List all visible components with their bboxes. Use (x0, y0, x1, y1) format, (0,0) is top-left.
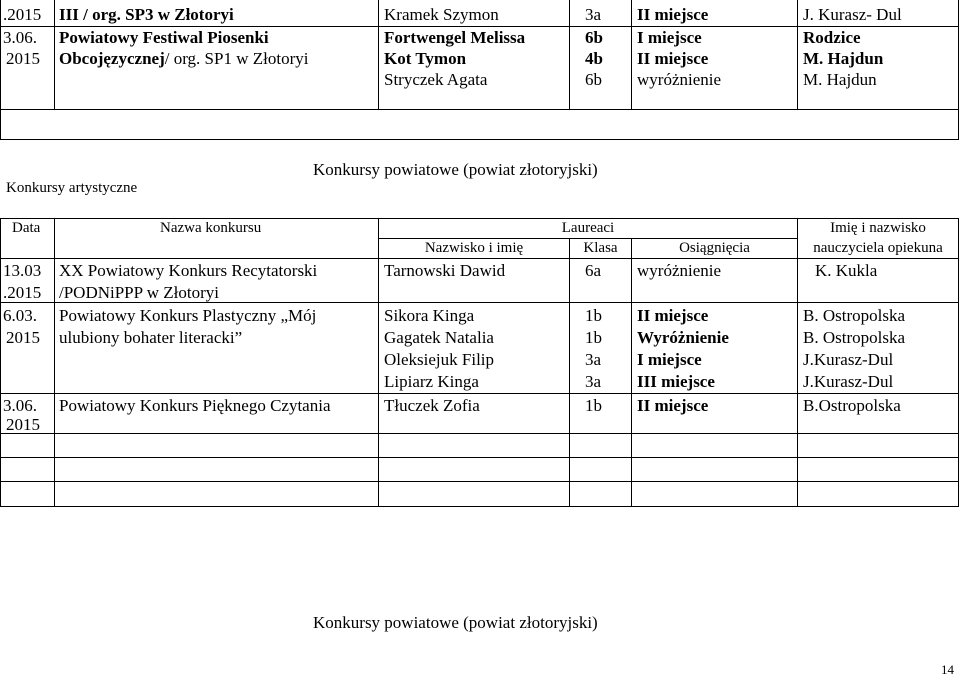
plastyczny-class-1: 1b (585, 306, 602, 325)
top-row-date: .2015 (3, 5, 42, 24)
page-number: 14 (941, 662, 954, 677)
festival-date-1: 3.06. (3, 28, 37, 47)
recytatorski-name: Tarnowski Dawid (384, 261, 506, 280)
plastyczny-class-3: 3a (585, 350, 602, 369)
col-header-name: Nazwisko i imię (424, 240, 524, 256)
col-header-result: Osiągnięcia (679, 240, 750, 256)
czytania-class: 1b (585, 396, 602, 415)
col-header-contest: Nazwa konkursu (160, 220, 262, 236)
plastyczny-contest-2: ulubiony bohater literacki” (59, 328, 243, 347)
recytatorski-class: 6a (585, 261, 602, 280)
festival-name-3: Stryczek Agata (384, 70, 488, 89)
plastyczny-date-1: 6.03. (3, 306, 37, 325)
festival-result-2: II miejsce (637, 49, 709, 68)
col-header-teacher-1: Imię i nazwisko (830, 220, 926, 236)
plastyczny-result-3: I miejsce (637, 350, 702, 369)
section-category: Konkursy artystyczne (6, 180, 138, 196)
col-header-laureates: Laureaci (561, 220, 615, 236)
plastyczny-class-2: 1b (585, 328, 602, 347)
col-header-date: Data (12, 220, 41, 236)
festival-teacher-1: Rodzice (803, 28, 861, 47)
plastyczny-result-2: Wyróżnienie (637, 328, 729, 347)
recytatorski-date-1: 13.03 (3, 261, 42, 280)
plastyczny-teacher-2: B. Ostropolska (803, 328, 905, 347)
festival-name-2: Kot Tymon (384, 49, 467, 68)
czytania-result: II miejsce (637, 396, 709, 415)
czytania-date-1: 3.06. (3, 396, 37, 415)
top-row-name: Kramek Szymon (384, 5, 499, 24)
plastyczny-name-3: Oleksiejuk Filip (384, 350, 495, 369)
recytatorski-contest-1: XX Powiatowy Konkurs Recytatorski (59, 261, 318, 280)
plastyczny-name-2: Gagatek Natalia (384, 328, 494, 347)
top-row-teacher: J. Kurasz- Dul (803, 5, 902, 24)
plastyczny-class-4: 3a (585, 372, 602, 391)
plastyczny-teacher-4: J.Kurasz-Dul (803, 372, 894, 391)
recytatorski-contest-2: /PODNiPPP w Złotoryi (59, 283, 219, 302)
recytatorski-result: wyróżnienie (637, 261, 722, 280)
czytania-date-2: 2015 (6, 415, 40, 434)
festival-name-1: Fortwengel Melissa (384, 28, 526, 47)
recytatorski-teacher: K. Kukla (815, 261, 878, 280)
czytania-teacher: B.Ostropolska (803, 396, 901, 415)
plastyczny-contest-1: Powiatowy Konkurs Plastyczny „Mój (59, 306, 317, 325)
recytatorski-date-2: .2015 (3, 283, 42, 302)
plastyczny-teacher-3: J.Kurasz-Dul (803, 350, 894, 369)
festival-class-2: 4b (585, 49, 603, 68)
czytania-name: Tłuczek Zofia (384, 396, 480, 415)
footer-title: Konkursy powiatowe (powiat złotoryjski) (313, 613, 598, 632)
festival-class-1: 6b (585, 28, 603, 47)
plastyczny-name-4: Lipiarz Kinga (384, 372, 479, 391)
plastyczny-name-1: Sikora Kinga (384, 306, 475, 325)
top-row-contest: III / org. SP3 w Złotoryi (59, 5, 234, 24)
plastyczny-result-4: III miejsce (637, 372, 715, 391)
top-row-result: II miejsce (637, 5, 709, 24)
festival-teacher-2: M. Hajdun (803, 49, 884, 68)
festival-contest-2b: / org. SP1 w Złotoryi (164, 49, 309, 68)
section-title: Konkursy powiatowe (powiat złotoryjski) (313, 160, 598, 179)
czytania-contest: Powiatowy Konkurs Pięknego Czytania (59, 396, 331, 415)
festival-result-3: wyróżnienie (637, 70, 722, 89)
plastyczny-teacher-1: B. Ostropolska (803, 306, 905, 325)
festival-contest-1: Powiatowy Festiwal Piosenki (59, 28, 269, 47)
festival-contest-2a: Obcojęzycznej (59, 49, 165, 68)
festival-teacher-3: M. Hajdun (803, 70, 877, 89)
festival-contest-2 (59, 48, 308, 69)
festival-date-2: 2015 (6, 49, 40, 68)
top-row-class: 3a (585, 5, 602, 24)
col-header-class: Klasa (583, 240, 618, 256)
festival-result-1: I miejsce (637, 28, 702, 47)
plastyczny-result-1: II miejsce (637, 306, 709, 325)
col-header-teacher-2: nauczyciela opiekuna (813, 240, 943, 256)
plastyczny-date-2: 2015 (6, 328, 40, 347)
festival-class-3: 6b (585, 70, 602, 89)
